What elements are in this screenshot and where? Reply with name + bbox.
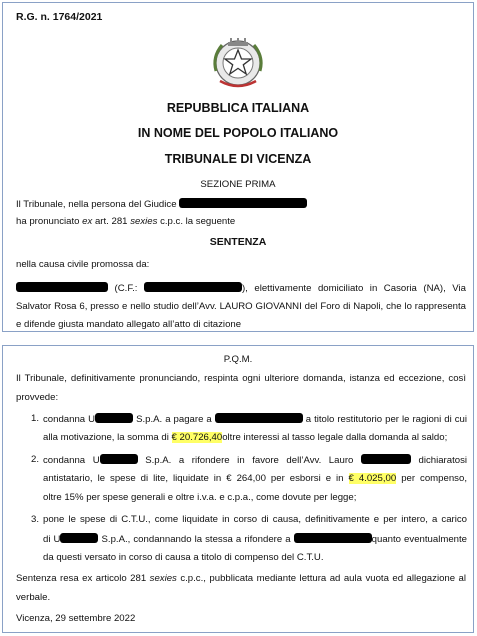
amount-highlight-1: € 20.726,40 — [171, 432, 223, 443]
redaction-company — [60, 533, 98, 543]
title-people: IN NOME DEL POPOLO ITALIANO — [137, 126, 339, 140]
italian-republic-emblem-icon — [208, 33, 268, 93]
redaction-lawyer-name — [361, 454, 411, 464]
sentence-date: Vicenza, 29 settembre 2022 — [16, 613, 136, 624]
redaction-company — [95, 413, 133, 423]
closing-line2: verbale. — [16, 592, 51, 603]
item-3-line1: pone le spese di C.T.U., come liquidate in corso di causa, definitivamente e per intero, a carico — [43, 514, 467, 525]
title-republic: REPUBBLICA ITALIANA — [166, 101, 310, 115]
redaction-company — [100, 454, 138, 464]
redaction-beneficiary — [215, 413, 303, 423]
redaction-beneficiary — [294, 533, 372, 543]
item-2-number: 2. — [31, 454, 40, 465]
item-1-number: 1. — [31, 413, 40, 424]
sentenza-heading: SENTENZA — [209, 236, 267, 248]
case-number: R.G. n. 1764/2021 — [16, 11, 103, 23]
item-2-line2: antistatario, le spese di lite, liquidate in € 264,00 per esborsi e in € 4.025,00 per compenso, — [43, 473, 467, 484]
redaction-plaintiff-name — [16, 282, 108, 292]
redaction-tax-code — [144, 282, 242, 292]
pqm-section — [2, 345, 474, 633]
pronounced-line: ha pronunciato ex art. 281 sexies c.p.c. la seguente — [16, 216, 236, 227]
section-name: SEZIONE PRIMA — [200, 179, 276, 190]
pqm-title: P.Q.M. — [223, 354, 253, 365]
amount-highlight-2: € 4.025,00 — [348, 473, 397, 484]
item-3-line3: da questi versato in corso di causa a titolo di compenso del C.T.U. — [43, 552, 324, 563]
plaintiff-line: (C.F.: ), elettivamente domiciliato in Casoria (NA), Via — [16, 282, 466, 295]
redaction-judge — [179, 198, 307, 208]
pqm-intro-line1: Il Tribunale, definitivamente pronunciando, respinta ogni ulteriore domanda, istanza ed eccezione, così — [16, 373, 466, 384]
closing-line1: Sentenza resa ex articolo 281 sexies c.p.c., pubblicata mediante lettura ad aula vuota ed allegazione al — [16, 573, 467, 584]
item-1-line2: alla motivazione, la somma di € 20.726,40oltre interessi al tasso legale dalla domanda al saldo; — [43, 432, 448, 443]
cause-line: nella causa civile promossa da: — [16, 259, 150, 270]
item-3-line2: di U S.p.A., condannando la stessa a rifondere a quanto eventualmente — [43, 534, 467, 545]
item-3-number: 3. — [31, 514, 40, 525]
item-2-line3: oltre 15% per spese generali e oltre i.v.a. e c.p.a., come dovute per legge; — [43, 492, 357, 503]
item-1-line1: condanna U S.p.A. a pagare a a titolo restitutorio per le ragioni di cui — [43, 414, 467, 425]
document-header-section — [2, 2, 474, 332]
judge-line: Il Tribunale, nella persona del Giudice — [16, 198, 307, 211]
item-2-line1: condanna U S.p.A. a rifondere in favore dell’Avv. Lauro dichiaratosi — [43, 455, 468, 466]
address-line: Salvator Rosa 6, presso e nello studio dell’Avv. LAURO GIOVANNI del Foro di Napoli, che lo rappresenta — [16, 301, 466, 312]
mandate-line: e difende giusta mandato allegato all’atto di citazione — [16, 319, 242, 330]
pqm-intro-line2: provvede: — [16, 392, 59, 403]
title-court: TRIBUNALE DI VICENZA — [164, 152, 312, 166]
